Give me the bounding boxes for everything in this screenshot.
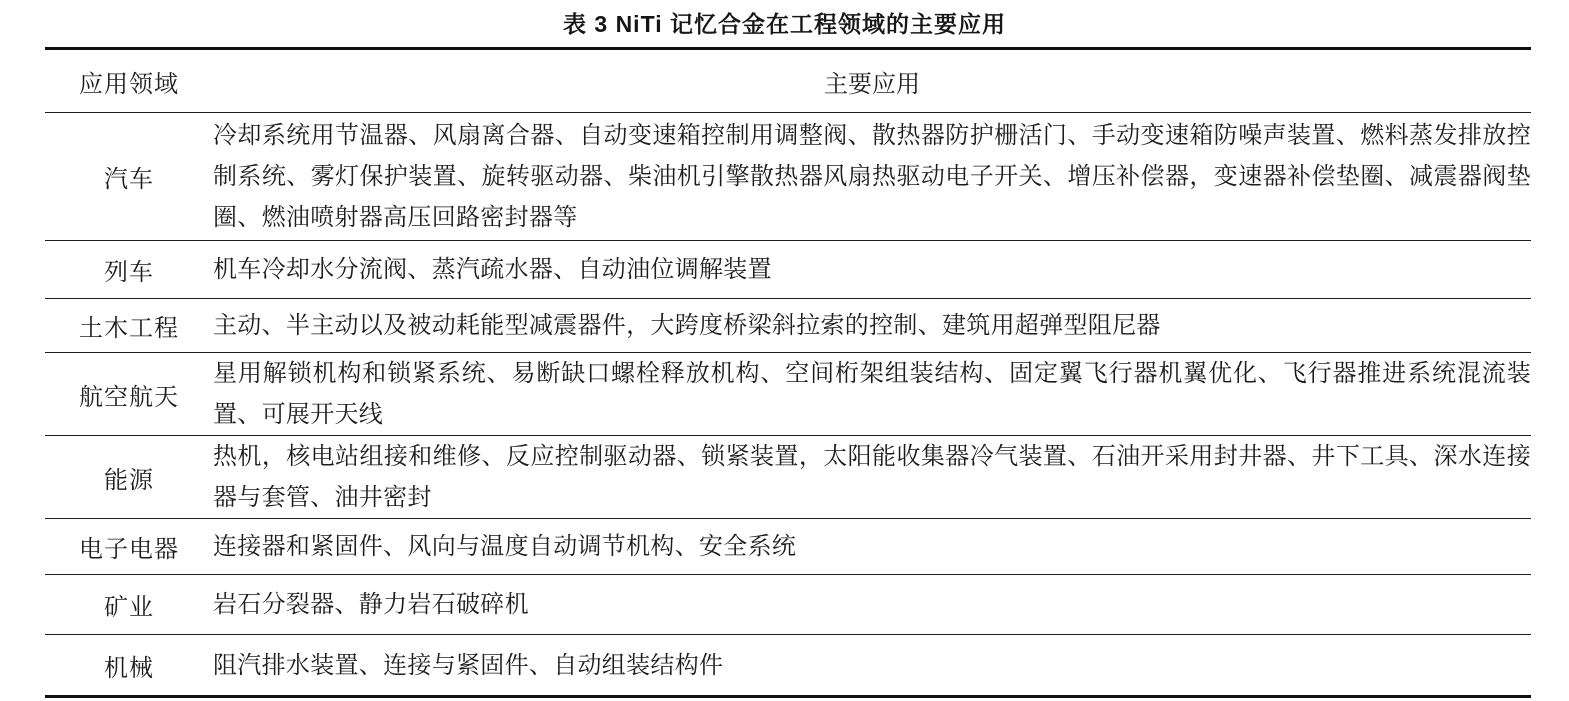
table-row [45,635,1531,697]
header-row [45,49,1531,113]
applications-cell: 热机，核电站组接和维修、反应控制驱动器、锁紧装置，太阳能收集器冷气装置、石油开采用封井器、井下工具、深水连接器与套管、油井密封 [213,443,1531,511]
field-cell: 土木工程 [79,315,179,342]
applications-cell: 冷却系统用节温器、风扇离合器、自动变速箱控制用调整阀、散热器防护栅活门、手动变速箱防噪声装置、燃料蒸发排放控制系统、雾灯保护装置、旋转驱动器、柴油机引擎散热器风扇热驱动电子开关、增压补偿器，变速器补偿垫圈、减震器阀垫圈、燃油喷射器高压回路密封器等 [213,122,1531,231]
applications-cell: 岩石分裂器、静力岩石破碎机 [213,591,529,618]
field-cell: 汽车 [104,166,154,193]
applications-cell: 机车冷却水分流阀、蒸汽疏水器、自动油位调解装置 [213,256,772,283]
table-row [45,353,1531,436]
applications-table [45,47,1531,698]
field-cell: 航空航天 [79,383,179,411]
field-cell: 列车 [104,259,154,286]
table-row [45,519,1531,575]
field-cell: 能源 [104,466,154,494]
field-cell: 矿业 [104,594,154,621]
table-caption: 表 3 NiTi 记忆合金在工程领域的主要应用 [563,11,1006,37]
applications-cell: 连接器和紧固件、风向与温度自动调节机构、安全系统 [213,533,797,560]
field-cell: 机械 [104,654,154,682]
table-row [45,575,1531,635]
applications-cell: 阻汽排水装置、连接与紧固件、自动组装结构件 [213,651,724,679]
applications-cell: 主动、半主动以及被动耗能型减震器件，大跨度桥梁斜拉索的控制、建筑用超弹型阻尼器 [213,312,1161,339]
column-header-applications: 主要应用 [824,70,920,98]
table-row [45,299,1531,353]
column-header-field: 应用领域 [79,70,179,98]
table-row [45,241,1531,299]
field-cell: 电子电器 [79,536,179,563]
applications-cell: 星用解锁机构和锁紧系统、易断缺口螺栓释放机构、空间桁架组装结构、固定翼飞行器机翼优化、飞行器推进系统混流装置、可展开天线 [213,360,1531,428]
table-row [45,113,1531,241]
table-row [45,436,1531,519]
